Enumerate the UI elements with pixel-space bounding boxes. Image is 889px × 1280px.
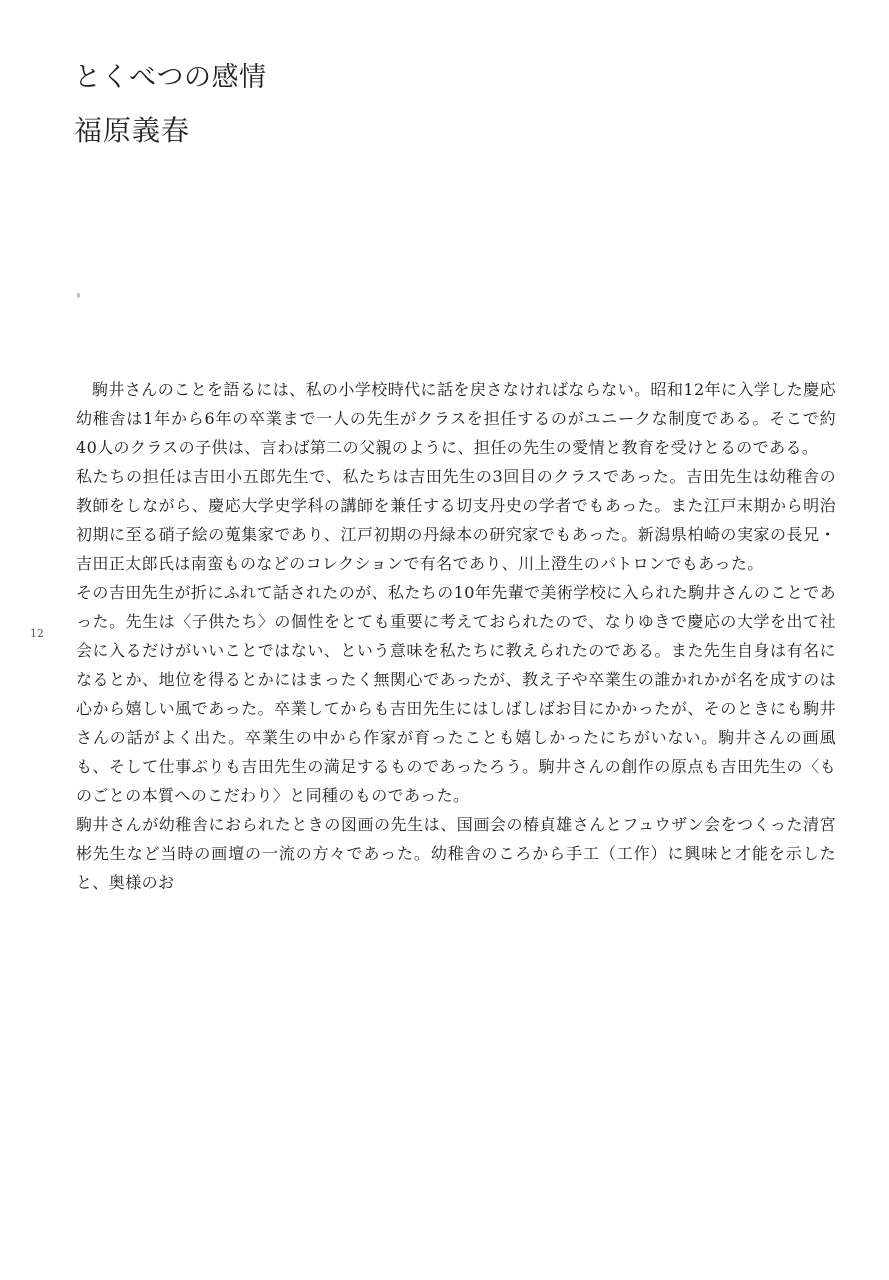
- body-paragraph: 駒井さんのことを語るには、私の小学校時代に話を戻さなければならない。昭和12年に入学した慶応幼稚舎は1年から6年の卒業まで一人の先生がクラスを担任するのがユニークな制度である。そこで約40人のクラスの子供は、言わば第二の父親のように、担任の先生の愛情と教育を受けとるのである。: [76, 380, 836, 457]
- article-title: とくべつの感情: [74, 62, 267, 93]
- page-number: 12: [30, 627, 44, 640]
- article-body: [76, 375, 836, 897]
- body-paragraph: 私たちの担任は吉田小五郎先生で、私たちは吉田先生の3回目のクラスであった。吉田先生は幼稚舎の教師をしながら、慶応大学史学科の講師を兼任する切支丹史の学者でもあった。また江戸末期から明治初期に至る硝子絵の蒐集家であり、江戸初期の丹緑本の研究家でもあった。新潟県柏崎の実家の長兄・吉田正太郎氏は南蛮ものなどのコレクションで有名であり、川上澄生のパトロンでもあった。: [76, 467, 836, 573]
- body-paragraph: 駒井さんが幼稚舎におられたときの図画の先生は、国画会の椿貞雄さんとフュウザン会をつくった清宮彬先生など当時の画壇の一流の方々であった。幼稚舎のころから手工（工作）に興味と才能を示したと、奥様のお: [76, 815, 836, 892]
- body-paragraph: その吉田先生が折にふれて話されたのが、私たちの10年先輩で美術学校に入られた駒井さんのことであった。先生は〈子供たち〉の個性をとても重要に考えておられたので、なりゆきで慶応の大学を出て社会に入るだけがいいことではない、という意味を私たちに教えられたのである。また先生自身は有名になるとか、地位を得るとかにはまったく無関心であったが、教え子や卒業生の誰かれかが名を成すのは心から嬉しい風であった。卒業してからも吉田先生にはしばしばお目にかかったが、そのときにも駒井さんの話がよく出た。卒業生の中から作家が育ったことも嬉しかったにちがいない。駒井さんの画風も、そして仕事ぶりも吉田先生の満足するものであったろう。駒井さんの創作の原点も吉田先生の〈ものごとの本質へのこだわり〉と同種のものであった。: [76, 583, 836, 805]
- scan-speck: [77, 293, 80, 298]
- article-author: 福原義春: [74, 114, 191, 147]
